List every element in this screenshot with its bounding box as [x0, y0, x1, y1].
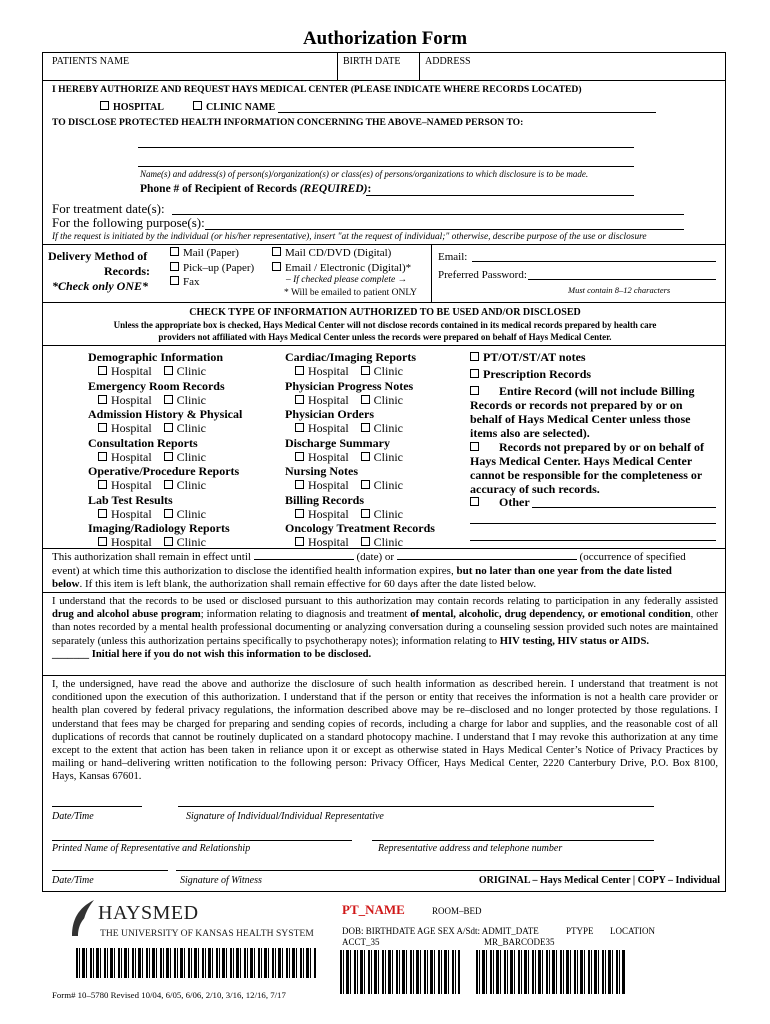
clinic-checkbox[interactable] — [164, 395, 173, 404]
email-digital-checkbox[interactable] — [272, 262, 281, 271]
not-prepared-checkbox[interactable] — [470, 442, 479, 451]
clinic-checkbox[interactable] — [164, 452, 173, 461]
treatment-dates-line[interactable] — [172, 214, 684, 215]
record-type-options — [98, 507, 206, 522]
effect-text-5: but no later than one year from the date listed — [456, 564, 672, 577]
disclose-statement: TO DISCLOSE PROTECTED HEALTH INFORMATION CONCERNING THE ABOVE–NAMED PERSON TO: — [52, 117, 524, 128]
pickup-paper-checkbox[interactable] — [170, 262, 179, 271]
records-subheading-1: Unless the appropriate box is checked, Hays Medical Center will not disclose records contained in its medical records prepared by health care — [113, 320, 657, 330]
effect-date-line[interactable] — [254, 559, 354, 560]
record-type-heading: Discharge Summary — [285, 435, 390, 450]
clinic-name-line[interactable] — [278, 112, 656, 113]
haysmed-wing-icon — [68, 898, 96, 938]
record-type-heading: Demographic Information — [88, 350, 223, 364]
record-type-heading: Operative/Procedure Reports — [88, 464, 240, 478]
record-type-options — [98, 478, 206, 493]
pickup-paper-label: Pick–up (Paper) — [183, 262, 255, 274]
record-type-options — [98, 364, 206, 379]
clinic-checkbox[interactable] — [361, 509, 370, 518]
hospital-checkbox[interactable] — [98, 480, 107, 489]
other-label: Other — [499, 495, 530, 509]
clinic-option-label: Clinic — [176, 478, 207, 492]
password-line[interactable] — [528, 279, 716, 280]
clinic-option-label: Clinic — [373, 506, 404, 521]
clinic-option-label: Clinic — [373, 478, 404, 492]
authorize-statement: I HEREBY AUTHORIZE AND REQUEST HAYS MEDICAL CENTER (PLEASE INDICATE WHERE RECORDS LOCATED) — [52, 84, 582, 95]
clinic-option-label: Clinic — [373, 421, 404, 435]
delivery-records-heading: Records: — [104, 264, 150, 278]
acct-barcode — [340, 950, 460, 994]
effect-text-2: (date) or — [356, 551, 395, 563]
initial-line[interactable]: _______ — [52, 648, 90, 660]
mail-paper-label: Mail (Paper) — [183, 247, 239, 259]
hospital-option-label: Hospital — [308, 506, 349, 521]
record-type-heading: Emergency Room Records — [88, 378, 225, 393]
date-time-2-line[interactable] — [52, 870, 168, 871]
other-line-2[interactable] — [470, 523, 716, 524]
printed-name-line[interactable] — [52, 840, 352, 841]
copies-note: ORIGINAL – Hays Medical Center | COPY – Individual — [478, 875, 720, 886]
effect-text-7: . If this item is left blank, the authorization shall remain effective for 60 days after the date listed below. — [79, 578, 537, 590]
clinic-option-label: Clinic — [176, 506, 207, 521]
date-time-label: Date/Time — [52, 811, 94, 822]
mail-cd-checkbox[interactable] — [272, 247, 281, 256]
clinic-option-label: Clinic — [176, 392, 207, 407]
clinic-checkbox[interactable] — [164, 366, 173, 375]
initial-label: Initial here if you do not wish this information to be disclosed. — [91, 648, 372, 660]
clinic-checkbox[interactable] — [361, 366, 370, 375]
phone-line[interactable] — [366, 195, 634, 196]
effect-text-4: event) at which time this authorization to disclose the identified health information expires, — [52, 564, 457, 577]
form-barcode — [76, 948, 316, 978]
record-type-heading: Physician Progress Notes — [285, 378, 414, 393]
pt-notes-label: PT/OT/ST/AT notes — [483, 350, 586, 364]
undersigned-paragraph: I, the undersigned, have read the above and authorize the disclosure of such health information as described herein. I understand that treatment is not conditioned upon the execution of this authorization. I understand that if the person or entity that receives the information is not a health care provider or health plan covered by federal privacy regulations, the information described above may be re–disclosed and no longer protected by those regulations. I understand that fees may be charged for preparing and sending copies of records, including a charge for labor and supplies, and the reasonable cost of all duplications of records that cannot be routinely duplicated on a standard photocopy machine. I understand that I may revoke this authorization at any time except to the extent that action has been taken in reliance upon it or except as otherwise stated in Hays Medical Center’s Notice of Privacy Practices by mailing or hand–delivering written notification to the following person: Privacy Officer, Hays Medical Center, 2220 Canterbury Drive, P.O. Box 8100, Hays, Kansas 67601. — [52, 679, 718, 783]
rep-address-line[interactable] — [372, 840, 654, 841]
clinic-checkbox[interactable] — [164, 509, 173, 518]
record-type-heading: Nursing Notes — [285, 464, 359, 478]
record-type-heading: Physician Orders — [285, 407, 374, 421]
clinic-option-label: Clinic — [373, 392, 404, 407]
purposes-line[interactable] — [205, 229, 684, 230]
record-type-heading: Cardiac/Imaging Reports — [285, 350, 416, 364]
hospital-checkbox[interactable] — [295, 423, 304, 432]
hospital-checkbox[interactable] — [295, 395, 304, 404]
university-system: THE UNIVERSITY OF KANSAS HEALTH SYSTEM — [100, 928, 314, 939]
records-heading: CHECK TYPE OF INFORMATION AUTHORIZED TO BE USED AND/OR DISCLOSED — [189, 307, 581, 318]
record-type-options — [295, 507, 403, 522]
mail-cd-label: Mail CD/DVD (Digital) — [285, 247, 392, 259]
clinic-option-label: Clinic — [176, 364, 207, 378]
clinic-checkbox[interactable] — [361, 480, 370, 489]
if-checked-note: – If checked please complete → — [286, 275, 408, 285]
pt-name-field: PT_NAME — [342, 902, 405, 917]
other-line-1[interactable] — [532, 507, 716, 508]
hospital-checkbox[interactable] — [98, 509, 107, 518]
emailed-note: * Will be emailed to patient ONLY — [284, 288, 418, 298]
signature-witness-label: Signature of Witness — [180, 875, 262, 886]
clinic-checkbox[interactable] — [361, 423, 370, 432]
understand-hiv: HIV testing, HIV status or AIDS. — [499, 635, 649, 647]
email-label: Email: — [438, 251, 468, 263]
recipient-line-2[interactable] — [138, 166, 634, 167]
recipient-line-1[interactable] — [138, 147, 634, 148]
understand-mental: of mental, alcoholic, drug dependency, or emotional condition — [410, 609, 691, 621]
email-line[interactable] — [472, 261, 716, 262]
hospital-checkbox[interactable] — [98, 537, 107, 546]
hospital-option-label: Hospital — [308, 392, 349, 407]
hospital-option-label: Hospital — [111, 535, 152, 549]
password-note: Must contain 8–12 characters — [568, 285, 671, 295]
hospital-option-label: Hospital — [111, 506, 152, 521]
password-label: Preferred Password: — [438, 269, 527, 281]
clinic-checkbox[interactable] — [164, 480, 173, 489]
hospital-option-label: Hospital — [111, 449, 152, 464]
printed-name-label: Printed Name of Representative and Relationship — [52, 843, 251, 854]
clinic-option-label: Clinic — [176, 421, 207, 435]
hospital-checkbox[interactable] — [98, 452, 107, 461]
clinic-checkbox[interactable] — [361, 537, 370, 546]
phone-required: (REQUIRED) — [299, 183, 368, 195]
fax-checkbox[interactable] — [170, 276, 179, 285]
effect-occurrence-line[interactable] — [397, 559, 577, 560]
purposes-label: For the following purpose(s): — [52, 215, 205, 230]
other-line-3[interactable] — [470, 540, 716, 541]
understand-text-3: , other than notes recorded by a mental health professional documenting or analyzing conversation during a counseling session provided such notes are maintained separately (unless this authorization pertains specifically to psychotherapy notes); information relating to — [52, 609, 718, 647]
page-title: Authorization Form — [302, 28, 468, 49]
records-subheading-2: providers not affiliated with Hays Medical Center unless the records were prepared on behalf of Hays Medical Center. — [158, 332, 612, 342]
hospital-option-label: Hospital — [111, 421, 152, 435]
record-type-options — [295, 364, 403, 379]
record-type-heading: Imaging/Radiology Reports — [88, 521, 230, 535]
request-note: If the request is initiated by the individual (or his/her representative), insert "at the request of individual;" otherwise, describe purpose of the use or disclosure — [52, 232, 647, 242]
form-number: Form# 10–5780 Revised 10/04, 6/05, 6/06, 2/10, 3/16, 12/16, 7/17 — [52, 990, 286, 1000]
hospital-option-label: Hospital — [111, 364, 152, 378]
effect-text-3: (occurrence of specified — [579, 551, 686, 563]
email-digital-label: Email / Electronic (Digital)* — [285, 262, 412, 274]
clinic-checkbox[interactable] — [164, 537, 173, 546]
record-type-options — [295, 421, 403, 436]
clinic-option-label: Clinic — [373, 535, 404, 549]
record-type-heading: Billing Records — [285, 492, 365, 507]
clinic-name-label: CLINIC NAME — [206, 102, 276, 113]
room-bed-field: ROOM–BED — [432, 906, 482, 916]
record-type-options — [98, 393, 206, 408]
entire-record-label: Entire Record (will not include Billing Records or records not prepared by or on behalf of Hays Medical Center unless those items also are selected). — [470, 384, 695, 440]
clinic-option-label: Clinic — [373, 449, 404, 464]
mr-barcode-field: MR_BARCODE35 — [484, 937, 555, 947]
clinic-option-label: Clinic — [176, 449, 207, 464]
hospital-option-label: Hospital — [308, 364, 349, 378]
prescription-label: Prescription Records — [483, 367, 592, 381]
ptype-field: PTYPE — [566, 926, 594, 936]
understand-text-2: ; information relating to diagnosis and treatment — [200, 609, 411, 621]
not-prepared-label: Records not prepared by or on behalf of Hays Medical Center. Hays Medical Center cannot be responsible for the completeness or accuracy of such records. — [470, 440, 705, 496]
hospital-option-label: Hospital — [308, 478, 349, 492]
record-type-options — [295, 393, 403, 408]
effect-text-1: This authorization shall remain in effect until — [52, 551, 251, 563]
understand-drug: drug and alcohol abuse program — [52, 609, 201, 621]
other-checkbox[interactable] — [470, 497, 479, 506]
signature-witness-line[interactable] — [176, 870, 654, 871]
hospital-checkbox[interactable] — [100, 101, 109, 110]
record-type-heading: Admission History & Physical — [88, 407, 243, 421]
clinic-checkbox[interactable] — [164, 423, 173, 432]
haysmed-wordmark: HAYSMED — [98, 902, 199, 924]
hospital-label: HOSPITAL — [113, 102, 164, 113]
dob-line: DOB: BIRTHDATE AGE SEX A/Sdt: ADMIT_DATE — [342, 926, 539, 936]
pt-notes-checkbox[interactable] — [470, 352, 479, 361]
hospital-checkbox[interactable] — [295, 509, 304, 518]
entire-record-checkbox[interactable] — [470, 386, 479, 395]
delivery-method-heading: Delivery Method of — [48, 249, 148, 263]
treatment-dates-label: For treatment date(s): — [52, 201, 165, 216]
phone-label: Phone # of Recipient of Records — [140, 183, 300, 195]
hospital-checkbox[interactable] — [295, 537, 304, 546]
hospital-checkbox[interactable] — [98, 423, 107, 432]
clinic-checkbox[interactable] — [361, 395, 370, 404]
effect-text-6: below — [52, 578, 80, 590]
rep-address-label: Representative address and telephone number — [378, 843, 563, 854]
date-time-2-label: Date/Time — [52, 875, 94, 886]
hospital-option-label: Hospital — [308, 535, 349, 549]
hospital-checkbox[interactable] — [295, 480, 304, 489]
hospital-checkbox[interactable] — [295, 366, 304, 375]
hospital-option-label: Hospital — [111, 478, 152, 492]
check-one-note: *Check only ONE* — [52, 279, 148, 293]
location-field: LOCATION — [610, 926, 655, 936]
hospital-checkbox[interactable] — [98, 395, 107, 404]
hospital-option-label: Hospital — [111, 392, 152, 407]
hospital-checkbox[interactable] — [98, 366, 107, 375]
record-type-heading: Lab Test Results — [88, 492, 173, 507]
hospital-option-label: Hospital — [308, 449, 349, 464]
birth-date-field[interactable]: BIRTH DATE — [343, 56, 401, 67]
understand-text-1: I understand that the records to be used or disclosed pursuant to this authorization may contain records relating to participation in any federally assisted — [52, 596, 718, 607]
names-note: Name(s) and address(s) of person(s)/organization(s) or class(es) of persons/organizations to which disclosure is to be made. — [140, 169, 589, 179]
acct-field: ACCT_35 — [342, 937, 380, 947]
signature-individual-line[interactable] — [178, 806, 654, 807]
record-type-heading: Oncology Treatment Records — [285, 521, 435, 535]
record-type-options — [295, 450, 403, 465]
mr-barcode — [476, 950, 626, 994]
date-time-line[interactable] — [52, 806, 142, 807]
record-type-options — [98, 450, 206, 465]
record-type-heading: Consultation Reports — [88, 435, 198, 450]
prescription-checkbox[interactable] — [470, 369, 479, 378]
hospital-option-label: Hospital — [308, 421, 349, 435]
signature-individual-label: Signature of Individual/Individual Representative — [186, 811, 384, 822]
record-type-options — [98, 421, 206, 436]
clinic-checkbox[interactable] — [193, 101, 202, 110]
clinic-option-label: Clinic — [373, 364, 404, 378]
mail-paper-checkbox[interactable] — [170, 247, 179, 256]
fax-label: Fax — [183, 276, 200, 288]
patients-name-field[interactable]: PATIENTS NAME — [52, 56, 130, 67]
clinic-option-label: Clinic — [176, 535, 207, 549]
record-type-options — [295, 478, 403, 493]
address-field[interactable]: ADDRESS — [425, 56, 471, 67]
hospital-checkbox[interactable] — [295, 452, 304, 461]
clinic-checkbox[interactable] — [361, 452, 370, 461]
